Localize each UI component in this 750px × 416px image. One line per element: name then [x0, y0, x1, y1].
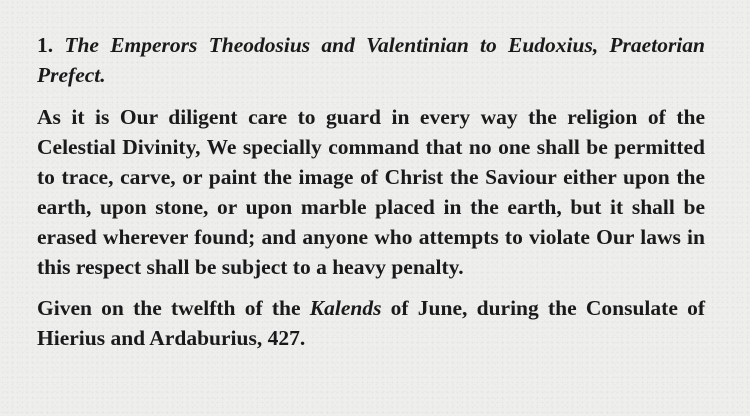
law-heading [37, 30, 705, 90]
given-prefix: Given on the twelfth of the [37, 296, 301, 320]
law-title: The Emperors Theodosius and Valentinian to Eudoxius, Praetorian Prefect. [37, 33, 705, 87]
law-body-paragraph: As it is Our diligent care to guard in every way the religion of the Celestial Divinity, We specially command that no one shall be permitted to trace, carve, or paint the image of Christ the Saviour either upon the earth, upon stone, or upon marble placed in the earth, but it shall be erased wherever found; and anyone who attempts to violate Our laws in this respect shall be subject to a heavy penalty. [37, 105, 705, 279]
given-date-paragraph [37, 293, 705, 353]
kalends-term: Kalends [309, 296, 382, 320]
document-page [37, 30, 705, 353]
given-suffix: of June, during the Consulate of Hierius and Ardaburius, 427. [37, 296, 706, 350]
law-number: 1. [37, 33, 54, 57]
